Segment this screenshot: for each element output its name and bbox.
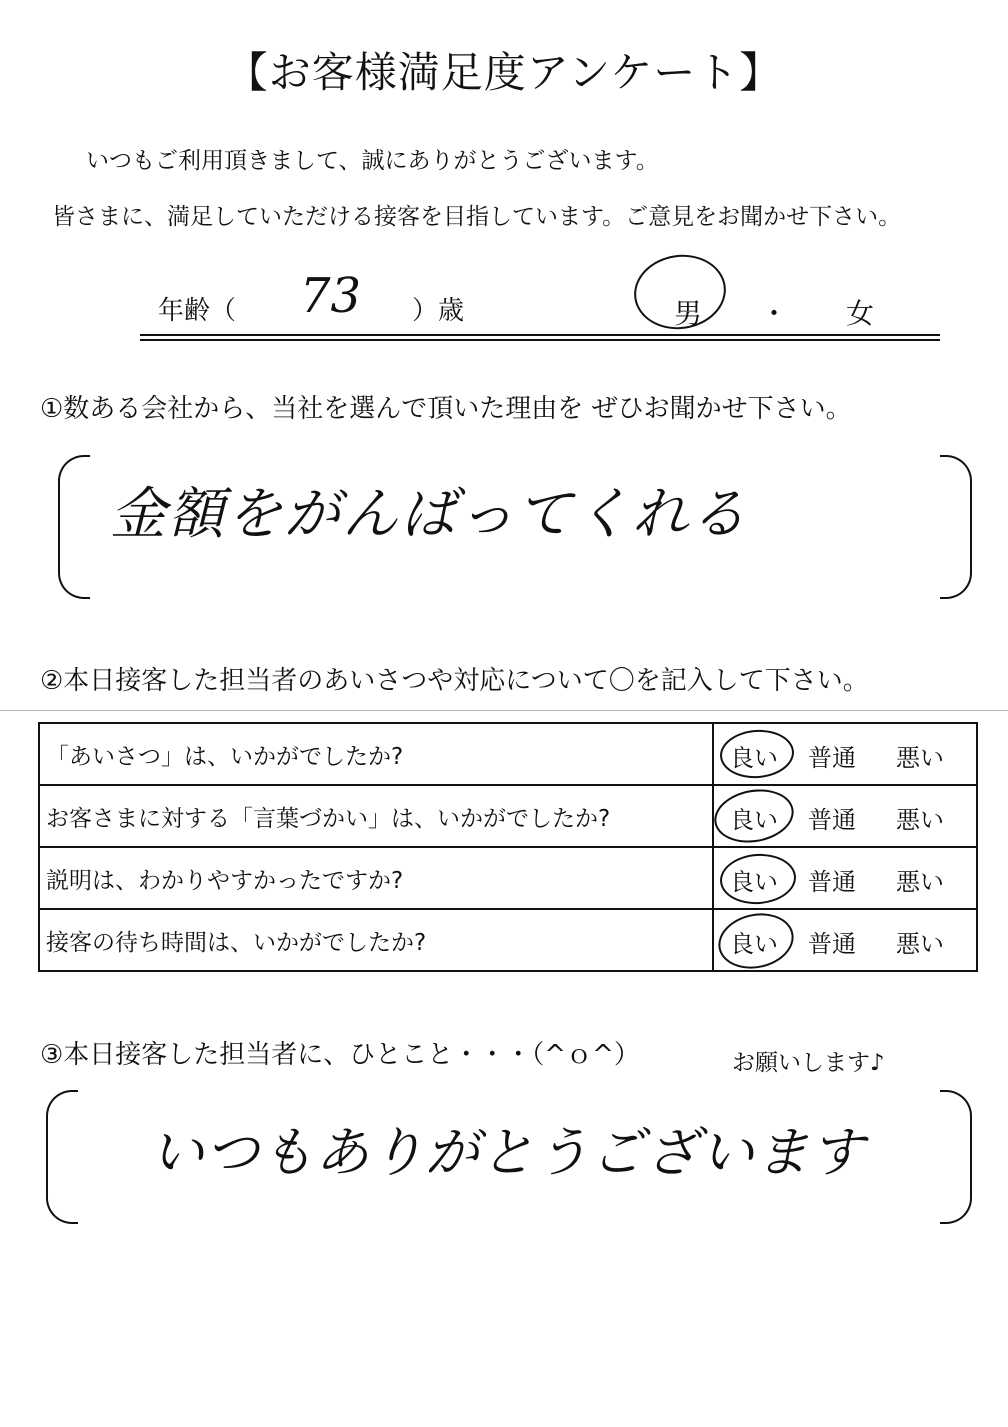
option-good[interactable]: 良い [730, 930, 778, 958]
selected-good-circle [718, 851, 797, 906]
selected-good-circle [710, 783, 798, 848]
rating-options [713, 785, 977, 847]
gender-option-female[interactable]: 女 [846, 297, 875, 330]
rating-options [713, 723, 977, 785]
answer-1-handwritten[interactable]: 金額をがんばってくれる [110, 482, 748, 547]
gender-separator: ・ [760, 297, 789, 330]
option-average[interactable]: 普通 [808, 868, 856, 896]
option-good[interactable]: 良い [730, 806, 778, 834]
rating-options [713, 909, 977, 971]
option-bad[interactable]: 悪い [896, 744, 944, 772]
rating-question-greeting: 「あいさつ」は、いかがでしたか? [39, 723, 713, 785]
rating-options [713, 847, 977, 909]
selected-good-circle [713, 907, 799, 976]
intro-line-1: いつもご利用頂きまして、誠にありがとうございます。 [86, 148, 659, 174]
rating-question-explanation: 説明は、わかりやすかったですか? [39, 847, 713, 909]
table-row [39, 785, 977, 847]
option-bad[interactable]: 悪い [896, 930, 944, 958]
option-average[interactable]: 普通 [808, 806, 856, 834]
rating-question-wording: お客さまに対する「言葉づかい」は、いかがでしたか? [39, 785, 713, 847]
option-average[interactable]: 普通 [808, 930, 856, 958]
question-1: ①数ある会社から、当社を選んで頂いた理由を ぜひお聞かせ下さい。 [40, 394, 852, 424]
table-row [39, 847, 977, 909]
answer-3-bracket-right [940, 1090, 972, 1224]
request-note: お願いします♪ [732, 1050, 885, 1076]
age-label: 年齢（ [158, 296, 237, 326]
option-good[interactable]: 良い [730, 868, 778, 896]
answer-3-handwritten[interactable]: いつもありがとうございます [150, 1121, 865, 1184]
answer-1-bracket-right [940, 455, 972, 599]
table-row [39, 909, 977, 971]
question-2: ②本日接客した担当者のあいさつや対応について〇を記入して下さい。 [40, 666, 869, 696]
option-bad[interactable]: 悪い [896, 806, 944, 834]
option-average[interactable]: 普通 [808, 744, 856, 772]
gender-option-male[interactable]: 男 [674, 297, 703, 330]
fold-line [0, 710, 1008, 711]
rating-table [38, 722, 978, 972]
survey-title: 【お客様満足度アンケート】 [225, 48, 783, 97]
age-underline [140, 334, 940, 341]
answer-1-bracket-left [58, 455, 90, 599]
question-3: ③本日接客した担当者に、ひとこと・・・（^ｏ^） [40, 1040, 640, 1070]
age-value[interactable]: 73 [300, 268, 362, 324]
intro-line-2: 皆さまに、満足していただける接客を目指しています。ご意見をお聞かせ下さい。 [52, 204, 902, 230]
option-bad[interactable]: 悪い [896, 868, 944, 896]
rating-question-wait-time: 接客の待ち時間は、いかがでしたか? [39, 909, 713, 971]
answer-3-bracket-left [46, 1090, 78, 1224]
option-good[interactable]: 良い [730, 744, 778, 772]
table-row [39, 723, 977, 785]
male-selection-circle [629, 249, 730, 335]
age-suffix: ）歳 [412, 296, 465, 326]
